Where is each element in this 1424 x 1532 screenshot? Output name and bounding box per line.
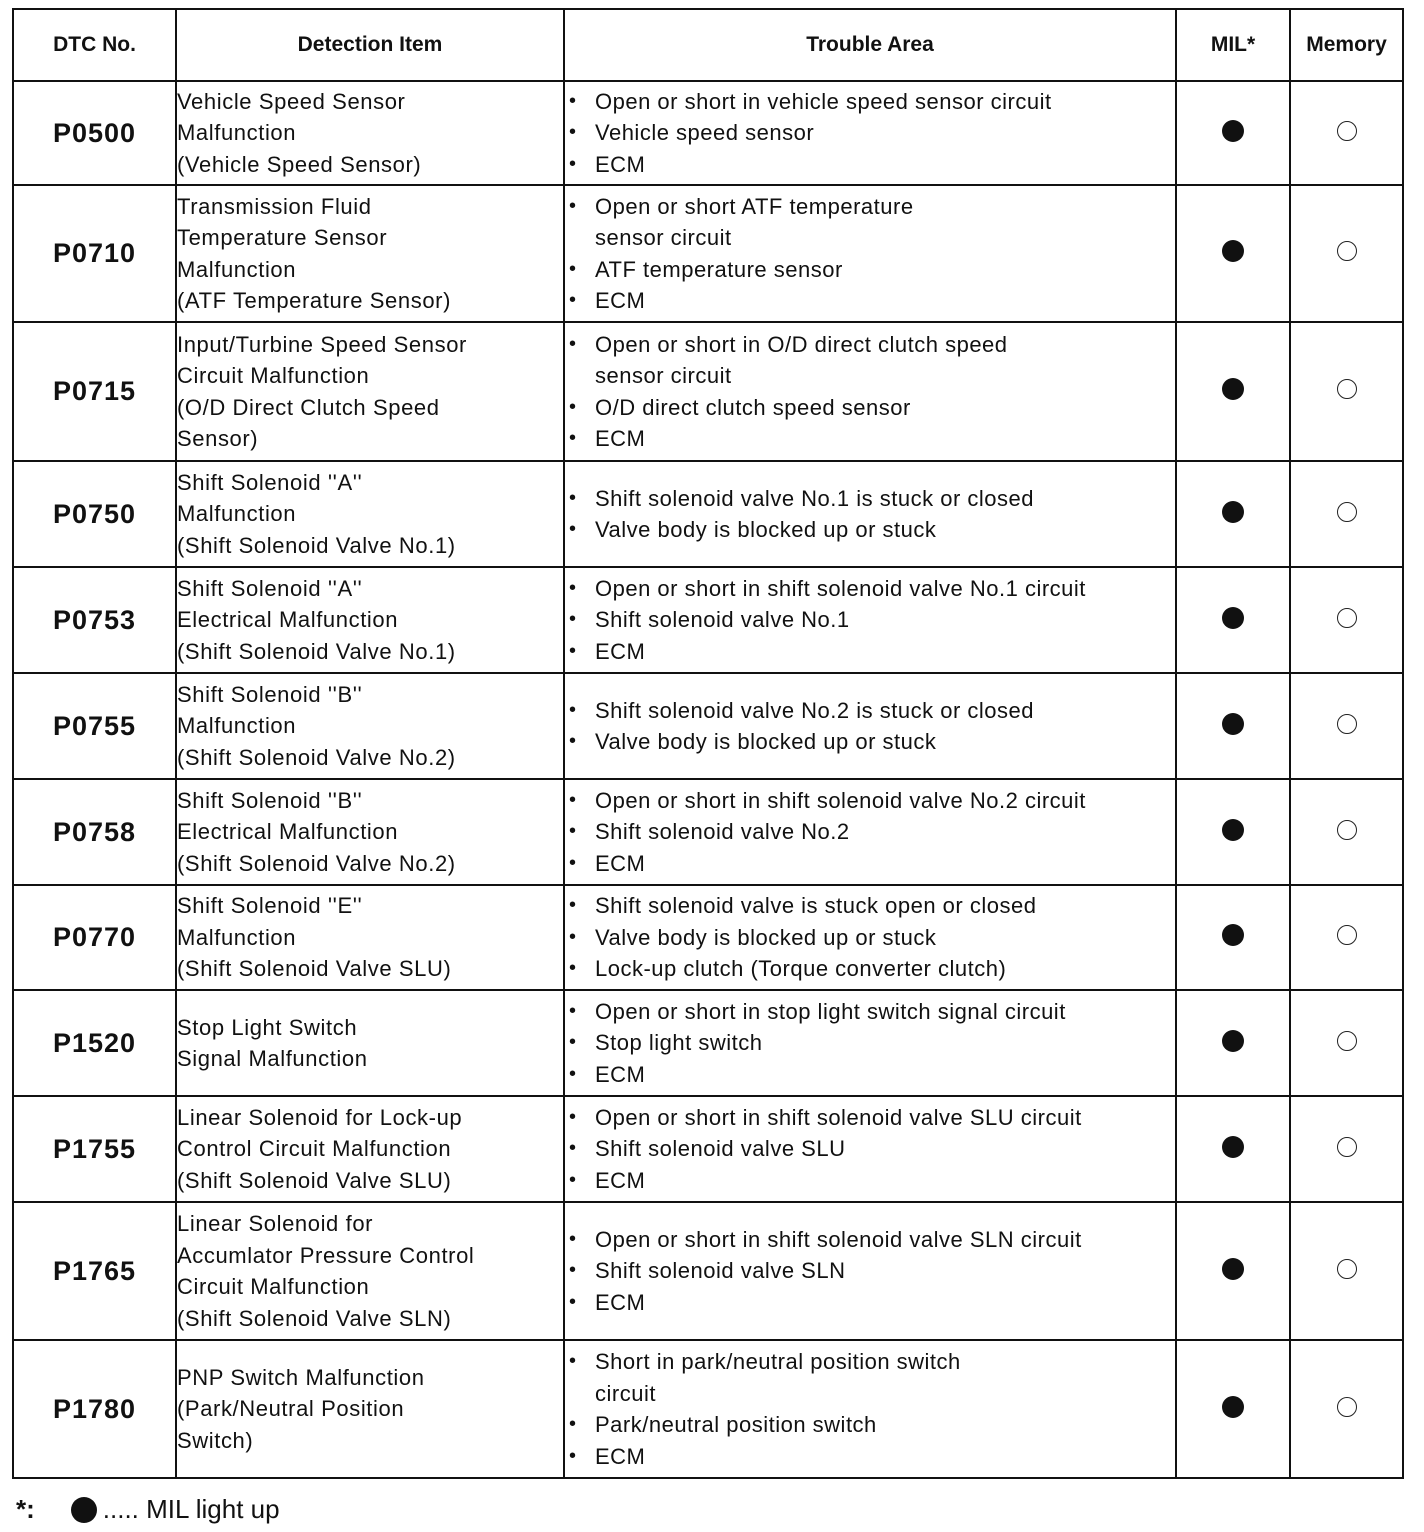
trouble-item	[565, 191, 1175, 254]
trouble-text: Shift solenoid valve is stuck open or closed	[595, 893, 1037, 919]
bullet-icon: •	[569, 851, 577, 874]
mil-on-icon	[71, 1497, 97, 1523]
mil-on-icon	[1222, 1258, 1244, 1280]
table-row	[13, 673, 1403, 779]
trouble-item	[565, 254, 1175, 286]
table-row	[13, 1340, 1403, 1478]
dtc-code: P0753	[13, 567, 176, 673]
detection-item	[176, 1202, 564, 1340]
trouble-text: circuit	[595, 1380, 656, 1406]
detection-line: Linear Solenoid for Lock-up	[177, 1104, 463, 1130]
memory-cell	[1290, 779, 1403, 885]
bullet-icon: •	[569, 608, 577, 631]
mil-on-icon	[1222, 924, 1244, 946]
mil-cell	[1176, 322, 1290, 461]
detection-item	[176, 322, 564, 461]
detection-line: Electrical Malfunction	[177, 607, 399, 633]
bullet-icon: •	[569, 1259, 577, 1282]
trouble-text: Valve body is blocked up or stuck	[595, 517, 937, 542]
detection-line: (Vehicle Speed Sensor)	[177, 151, 422, 177]
trouble-area	[564, 322, 1176, 461]
detection-line: Switch)	[177, 1427, 254, 1453]
mil-cell	[1176, 81, 1290, 185]
memory-stored-icon	[1337, 1397, 1357, 1417]
detection-item	[176, 567, 564, 673]
mil-on-icon	[1222, 501, 1244, 523]
trouble-item	[565, 1224, 1175, 1256]
trouble-text: ECM	[595, 1443, 646, 1469]
trouble-text: Short in park/neutral position switch	[595, 1349, 961, 1374]
header-trouble-area: Trouble Area	[564, 9, 1176, 81]
trouble-text: Open or short in shift solenoid valve SLU circuit	[595, 1104, 1082, 1130]
footnote-text: ..... MIL light up	[102, 1494, 280, 1524]
bullet-icon: •	[569, 925, 577, 948]
bullet-icon: •	[569, 639, 577, 662]
trouble-text: Shift solenoid valve SLU	[595, 1136, 846, 1162]
trouble-item	[565, 953, 1175, 985]
detection-line: Malfunction	[177, 713, 297, 739]
detection-item	[176, 185, 564, 322]
bullet-icon: •	[569, 89, 577, 112]
dtc-code: P1765	[13, 1202, 176, 1340]
table-row	[13, 567, 1403, 673]
mil-cell	[1176, 673, 1290, 779]
trouble-item	[565, 785, 1175, 817]
header-memory: Memory	[1290, 9, 1403, 81]
table-row	[13, 1096, 1403, 1202]
mil-cell	[1176, 461, 1290, 567]
table-row	[13, 461, 1403, 567]
detection-line: Stop Light Switch	[177, 1014, 358, 1040]
detection-line: (O/D Direct Clutch Speed	[177, 394, 440, 420]
trouble-text: Open or short in vehicle speed sensor circuit	[595, 88, 1052, 114]
trouble-area	[564, 1340, 1176, 1478]
detection-line: (Park/Neutral Position	[177, 1396, 405, 1422]
memory-cell	[1290, 567, 1403, 673]
mil-cell	[1176, 1096, 1290, 1202]
trouble-item	[565, 1133, 1175, 1165]
dtc-code: P1520	[13, 990, 176, 1096]
bullet-icon: •	[569, 788, 577, 811]
trouble-list	[565, 86, 1175, 181]
detection-line: Circuit Malfunction	[177, 363, 370, 388]
detection-line: Malfunction	[177, 256, 297, 282]
detection-line: Malfunction	[177, 120, 297, 146]
trouble-text: Park/neutral position switch	[595, 1412, 877, 1437]
trouble-list	[565, 1102, 1175, 1197]
bullet-icon: •	[569, 999, 577, 1022]
detection-line: (Shift Solenoid Valve No.2)	[177, 744, 456, 770]
dtc-code: P0715	[13, 322, 176, 461]
trouble-text: Open or short in shift solenoid valve SLN circuit	[595, 1226, 1082, 1252]
detection-line: Accumlator Pressure Control	[177, 1242, 475, 1268]
memory-cell	[1290, 81, 1403, 185]
detection-line: Shift Solenoid ''B''	[177, 681, 363, 707]
bullet-icon: •	[569, 1290, 577, 1313]
trouble-text: O/D direct clutch speed sensor	[595, 394, 911, 420]
bullet-icon: •	[569, 1227, 577, 1250]
bullet-icon: •	[569, 1350, 577, 1372]
trouble-text: Open or short ATF temperature	[595, 193, 914, 219]
detection-item	[176, 885, 564, 990]
table-header	[13, 9, 1403, 81]
table-row	[13, 1202, 1403, 1340]
memory-cell	[1290, 673, 1403, 779]
memory-cell	[1290, 185, 1403, 322]
memory-cell	[1290, 1202, 1403, 1340]
trouble-text: Valve body is blocked up or stuck	[595, 729, 937, 754]
trouble-text: Valve body is blocked up or stuck	[595, 924, 937, 950]
detection-line: Input/Turbine Speed Sensor	[177, 331, 467, 357]
trouble-area	[564, 779, 1176, 885]
mil-on-icon	[1222, 713, 1244, 735]
trouble-text: ECM	[595, 151, 646, 177]
trouble-list	[565, 890, 1175, 985]
memory-stored-icon	[1337, 820, 1357, 840]
detection-line: (ATF Temperature Sensor)	[177, 288, 452, 313]
dtc-code: P0750	[13, 461, 176, 567]
header-detection-item: Detection Item	[176, 9, 564, 81]
trouble-list	[565, 1224, 1175, 1319]
bullet-icon: •	[569, 576, 577, 599]
detection-line: Temperature Sensor	[177, 225, 388, 250]
trouble-area	[564, 185, 1176, 322]
trouble-list	[565, 785, 1175, 880]
bullet-icon: •	[569, 289, 577, 311]
trouble-text: ECM	[595, 850, 646, 876]
bullet-icon: •	[569, 957, 577, 980]
detection-item	[176, 461, 564, 567]
trouble-text: Shift solenoid valve SLN	[595, 1258, 846, 1284]
memory-stored-icon	[1337, 925, 1357, 945]
table-row	[13, 185, 1403, 322]
memory-stored-icon	[1337, 608, 1357, 628]
trouble-list	[565, 191, 1175, 317]
table-row	[13, 885, 1403, 990]
bullet-icon: •	[569, 486, 577, 509]
bullet-icon: •	[569, 1031, 577, 1054]
trouble-item	[565, 1287, 1175, 1319]
detection-item	[176, 1340, 564, 1478]
trouble-text: ECM	[595, 288, 646, 313]
trouble-list	[565, 1346, 1175, 1472]
detection-line: Malfunction	[177, 924, 297, 950]
detection-line: Sensor)	[177, 426, 259, 451]
table-row	[13, 81, 1403, 185]
trouble-text: Shift solenoid valve No.1	[595, 607, 850, 633]
mil-on-icon	[1222, 1396, 1244, 1418]
detection-item	[176, 990, 564, 1096]
detection-line: (Shift Solenoid Valve No.1)	[177, 532, 456, 558]
mil-cell	[1176, 990, 1290, 1096]
bullet-icon: •	[569, 698, 577, 721]
bullet-icon: •	[569, 1168, 577, 1191]
mil-on-icon	[1222, 1030, 1244, 1052]
dtc-code: P1755	[13, 1096, 176, 1202]
trouble-item	[565, 1346, 1175, 1409]
detection-line: (Shift Solenoid Valve SLU)	[177, 956, 452, 982]
trouble-list	[565, 483, 1175, 546]
header-mil: MIL*	[1176, 9, 1290, 81]
trouble-item	[565, 329, 1175, 392]
mil-on-icon	[1222, 607, 1244, 629]
trouble-item	[565, 423, 1175, 455]
detection-line: (Shift Solenoid Valve No.1)	[177, 638, 456, 664]
detection-line: (Shift Solenoid Valve SLN)	[177, 1305, 452, 1331]
trouble-list	[565, 573, 1175, 668]
trouble-text: ECM	[595, 638, 646, 664]
trouble-text: Lock-up clutch (Torque converter clutch)	[595, 956, 1007, 982]
trouble-text: Shift solenoid valve No.1 is stuck or closed	[595, 485, 1034, 511]
memory-cell	[1290, 885, 1403, 990]
trouble-item	[565, 636, 1175, 668]
bullet-icon: •	[569, 332, 577, 355]
memory-stored-icon	[1337, 379, 1357, 399]
memory-cell	[1290, 1340, 1403, 1478]
memory-cell	[1290, 322, 1403, 461]
trouble-text: Open or short in shift solenoid valve No.2 circuit	[595, 787, 1086, 813]
bullet-icon: •	[569, 257, 577, 280]
detection-line: Transmission Fluid	[177, 193, 372, 219]
trouble-text: Open or short in O/D direct clutch speed	[595, 331, 1008, 357]
trouble-item	[565, 695, 1175, 727]
bullet-icon: •	[569, 152, 577, 175]
dtc-code: P0755	[13, 673, 176, 779]
memory-cell	[1290, 461, 1403, 567]
trouble-text: sensor circuit	[595, 363, 732, 388]
trouble-text: ECM	[595, 1289, 646, 1315]
memory-stored-icon	[1337, 241, 1357, 261]
dtc-code: P0500	[13, 81, 176, 185]
trouble-text: ATF temperature sensor	[595, 256, 843, 282]
mil-on-icon	[1222, 819, 1244, 841]
trouble-list	[565, 695, 1175, 758]
trouble-item	[565, 1255, 1175, 1287]
trouble-text: Stop light switch	[595, 1030, 763, 1056]
trouble-area	[564, 567, 1176, 673]
trouble-area	[564, 461, 1176, 567]
trouble-item	[565, 890, 1175, 922]
detection-line: Shift Solenoid ''A''	[177, 469, 363, 495]
trouble-text: ECM	[595, 426, 646, 451]
detection-line: PNP Switch Malfunction	[177, 1364, 425, 1390]
trouble-item	[565, 285, 1175, 317]
mil-on-icon	[1222, 240, 1244, 262]
trouble-area	[564, 81, 1176, 185]
dtc-code: P1780	[13, 1340, 176, 1478]
detection-line: Linear Solenoid for	[177, 1211, 374, 1236]
bullet-icon: •	[569, 1413, 577, 1435]
trouble-area	[564, 673, 1176, 779]
bullet-icon: •	[569, 894, 577, 917]
header-dtc-no: DTC No.	[13, 9, 176, 81]
mil-cell	[1176, 1340, 1290, 1478]
table-row	[13, 990, 1403, 1096]
trouble-item	[565, 922, 1175, 954]
footnote	[16, 1494, 280, 1525]
detection-item	[176, 1096, 564, 1202]
bullet-icon: •	[569, 730, 577, 752]
bullet-icon: •	[569, 1062, 577, 1085]
trouble-item	[565, 1102, 1175, 1134]
detection-line: Malfunction	[177, 501, 297, 527]
memory-stored-icon	[1337, 1137, 1357, 1157]
trouble-text: ECM	[595, 1061, 646, 1087]
detection-line: (Shift Solenoid Valve No.2)	[177, 850, 456, 876]
bullet-icon: •	[569, 518, 577, 540]
trouble-text: Open or short in shift solenoid valve No.1 circuit	[595, 575, 1086, 601]
trouble-text: Open or short in stop light switch signal circuit	[595, 998, 1066, 1024]
mil-on-icon	[1222, 1136, 1244, 1158]
trouble-item	[565, 816, 1175, 848]
table-body	[13, 81, 1403, 1478]
mil-cell	[1176, 779, 1290, 885]
bullet-icon: •	[569, 1137, 577, 1160]
detection-line: Signal Malfunction	[177, 1046, 368, 1071]
trouble-item	[565, 514, 1175, 546]
table-row	[13, 779, 1403, 885]
trouble-area	[564, 885, 1176, 990]
detection-item	[176, 81, 564, 185]
detection-item	[176, 673, 564, 779]
dtc-code: P0710	[13, 185, 176, 322]
mil-cell	[1176, 885, 1290, 990]
trouble-item	[565, 1441, 1175, 1473]
mil-on-icon	[1222, 378, 1244, 400]
memory-stored-icon	[1337, 502, 1357, 522]
mil-cell	[1176, 567, 1290, 673]
detection-item	[176, 779, 564, 885]
bullet-icon: •	[569, 395, 577, 418]
table-row	[13, 322, 1403, 461]
bullet-icon: •	[569, 121, 577, 144]
memory-stored-icon	[1337, 1031, 1357, 1051]
memory-cell	[1290, 1096, 1403, 1202]
trouble-area	[564, 1096, 1176, 1202]
trouble-item	[565, 1027, 1175, 1059]
trouble-text: Vehicle speed sensor	[595, 120, 815, 146]
trouble-item	[565, 726, 1175, 758]
detection-line: Electrical Malfunction	[177, 819, 399, 845]
trouble-item	[565, 86, 1175, 118]
bullet-icon: •	[569, 1444, 577, 1467]
trouble-text: Shift solenoid valve No.2	[595, 819, 850, 845]
bullet-icon: •	[569, 194, 577, 217]
memory-cell	[1290, 990, 1403, 1096]
mil-cell	[1176, 185, 1290, 322]
trouble-item	[565, 604, 1175, 636]
trouble-item	[565, 117, 1175, 149]
trouble-item	[565, 996, 1175, 1028]
detection-line: Shift Solenoid ''A''	[177, 575, 363, 601]
trouble-text: ECM	[595, 1167, 646, 1193]
trouble-list	[565, 996, 1175, 1091]
bullet-icon: •	[569, 820, 577, 843]
dtc-code: P0758	[13, 779, 176, 885]
memory-stored-icon	[1337, 1259, 1357, 1279]
dtc-table	[12, 8, 1404, 1479]
detection-line: Circuit Malfunction	[177, 1274, 370, 1299]
footnote-marker: *:	[16, 1494, 35, 1524]
trouble-item	[565, 483, 1175, 515]
mil-on-icon	[1222, 120, 1244, 142]
trouble-area	[564, 990, 1176, 1096]
trouble-text: sensor circuit	[595, 225, 732, 250]
trouble-item	[565, 392, 1175, 424]
trouble-item	[565, 848, 1175, 880]
trouble-item	[565, 1059, 1175, 1091]
detection-line: Shift Solenoid ''E''	[177, 893, 363, 919]
dtc-code: P0770	[13, 885, 176, 990]
trouble-text: Shift solenoid valve No.2 is stuck or closed	[595, 697, 1034, 723]
trouble-item	[565, 149, 1175, 181]
trouble-item	[565, 1409, 1175, 1441]
bullet-icon: •	[569, 1105, 577, 1128]
trouble-item	[565, 1165, 1175, 1197]
detection-line: Control Circuit Malfunction	[177, 1136, 452, 1162]
trouble-area	[564, 1202, 1176, 1340]
trouble-item	[565, 573, 1175, 605]
memory-stored-icon	[1337, 121, 1357, 141]
memory-stored-icon	[1337, 714, 1357, 734]
mil-cell	[1176, 1202, 1290, 1340]
detection-line: Shift Solenoid ''B''	[177, 787, 363, 813]
trouble-list	[565, 329, 1175, 455]
detection-line: (Shift Solenoid Valve SLU)	[177, 1167, 452, 1193]
detection-line: Vehicle Speed Sensor	[177, 88, 406, 114]
bullet-icon: •	[569, 427, 577, 449]
